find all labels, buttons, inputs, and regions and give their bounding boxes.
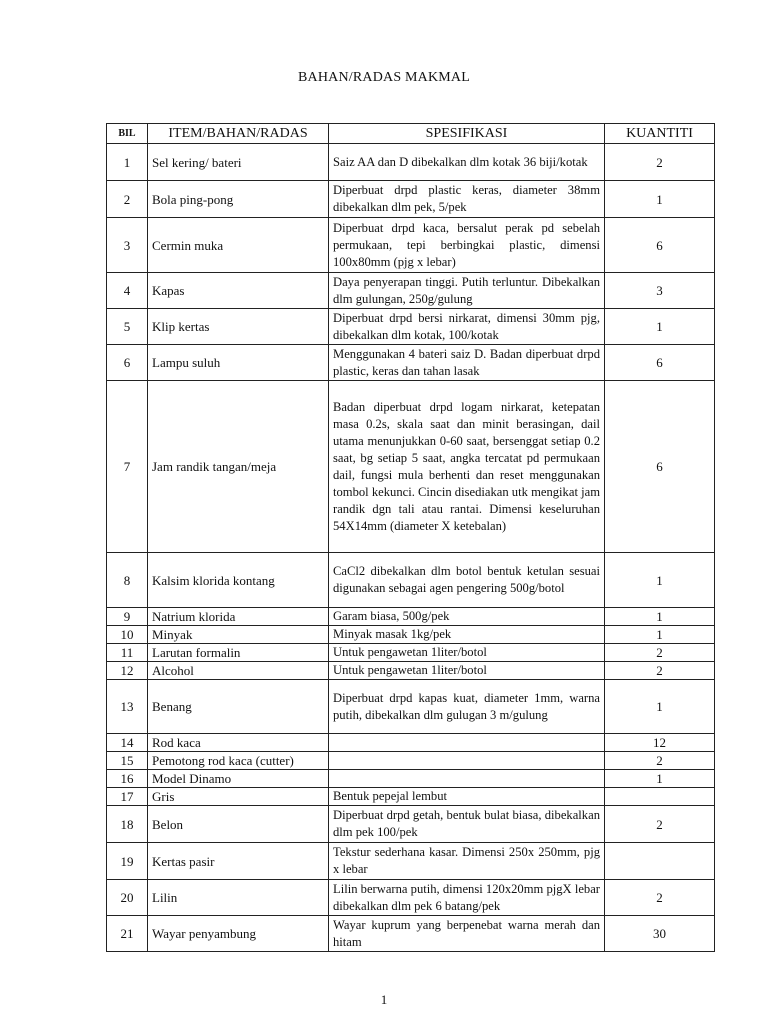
cell-bil: 10 [107, 626, 148, 644]
cell-bil: 21 [107, 916, 148, 952]
page-title: BAHAN/RADAS MAKMAL [297, 70, 470, 85]
cell-item: Alcohol [148, 662, 329, 680]
cell-item: Klip kertas [148, 309, 329, 345]
table-row [107, 345, 715, 381]
cell-bil: 7 [107, 381, 148, 553]
cell-item: Larutan formalin [148, 644, 329, 662]
cell-spec [329, 770, 605, 788]
cell-qty: 1 [605, 553, 715, 608]
cell-bil: 3 [107, 218, 148, 273]
cell-qty: 2 [605, 144, 715, 181]
cell-bil: 6 [107, 345, 148, 381]
cell-item: Wayar penyambung [148, 916, 329, 952]
cell-qty: 6 [605, 218, 715, 273]
table-row [107, 662, 715, 680]
table-row [107, 788, 715, 806]
cell-spec: Minyak masak 1kg/pek [329, 626, 605, 644]
cell-bil: 15 [107, 752, 148, 770]
table-row [107, 752, 715, 770]
cell-item: Kapas [148, 273, 329, 309]
cell-qty [605, 788, 715, 806]
cell-spec: Tekstur sederhana kasar. Dimensi 250x 250mm, pjg x lebar [329, 843, 605, 880]
cell-item: Natrium klorida [148, 608, 329, 626]
cell-spec: Bentuk pepejal lembut [329, 788, 605, 806]
header-item: ITEM/BAHAN/RADAS [148, 124, 329, 144]
cell-item: Minyak [148, 626, 329, 644]
cell-bil: 17 [107, 788, 148, 806]
cell-spec: CaCl2 dibekalkan dlm botol bentuk ketulan sesuai digunakan sebagai agen pengering 500g/botol [329, 553, 605, 608]
inventory-table [106, 123, 715, 952]
cell-qty: 6 [605, 345, 715, 381]
table-row [107, 218, 715, 273]
table-row [107, 806, 715, 843]
table-header-row [107, 124, 715, 144]
table-row [107, 273, 715, 309]
table-row [107, 381, 715, 553]
cell-bil: 19 [107, 843, 148, 880]
cell-bil: 8 [107, 553, 148, 608]
page-number: 1 [380, 992, 388, 1007]
cell-spec: Saiz AA dan D dibekalkan dlm kotak 36 biji/kotak [329, 144, 605, 181]
cell-qty [605, 843, 715, 880]
cell-bil: 12 [107, 662, 148, 680]
cell-bil: 4 [107, 273, 148, 309]
cell-item: Kertas pasir [148, 843, 329, 880]
cell-qty: 1 [605, 309, 715, 345]
cell-bil: 5 [107, 309, 148, 345]
cell-spec: Untuk pengawetan 1liter/botol [329, 662, 605, 680]
cell-spec: Daya penyerapan tinggi. Putih terluntur. Dibekalkan dlm gulungan, 250g/gulung [329, 273, 605, 309]
cell-qty: 1 [605, 181, 715, 218]
cell-spec: Diperbuat drpd kapas kuat, diameter 1mm, warna putih, dibekalkan dlm gulugan 3 m/gulung [329, 680, 605, 734]
cell-spec: Diperbuat drpd bersi nirkarat, dimensi 30mm pjg, dibekalkan dlm kotak, 100/kotak [329, 309, 605, 345]
cell-qty: 2 [605, 662, 715, 680]
cell-item: Kalsim klorida kontang [148, 553, 329, 608]
cell-item: Lilin [148, 880, 329, 916]
cell-spec: Untuk pengawetan 1liter/botol [329, 644, 605, 662]
header-qty: KUANTITI [605, 124, 715, 144]
cell-item: Belon [148, 806, 329, 843]
cell-item: Jam randik tangan/meja [148, 381, 329, 553]
table-row [107, 916, 715, 952]
table-row [107, 309, 715, 345]
cell-bil: 9 [107, 608, 148, 626]
cell-item: Bola ping-pong [148, 181, 329, 218]
cell-spec: Wayar kuprum yang berpenebat warna merah dan hitam [329, 916, 605, 952]
cell-item: Gris [148, 788, 329, 806]
cell-item: Cermin muka [148, 218, 329, 273]
cell-qty: 12 [605, 734, 715, 752]
cell-bil: 16 [107, 770, 148, 788]
cell-bil: 13 [107, 680, 148, 734]
cell-qty: 6 [605, 381, 715, 553]
cell-qty: 1 [605, 608, 715, 626]
table-row [107, 734, 715, 752]
cell-spec: Menggunakan 4 bateri saiz D. Badan diperbuat drpd plastic, keras dan tahan lasak [329, 345, 605, 381]
cell-bil: 11 [107, 644, 148, 662]
table-row [107, 553, 715, 608]
cell-item: Rod kaca [148, 734, 329, 752]
header-spec: SPESIFIKASI [329, 124, 605, 144]
cell-bil: 18 [107, 806, 148, 843]
cell-spec: Diperbuat drpd getah, bentuk bulat biasa, dibekalkan dlm pek 100/pek [329, 806, 605, 843]
table-row [107, 680, 715, 734]
cell-qty: 1 [605, 626, 715, 644]
cell-spec: Diperbuat drpd kaca, bersalut perak pd sebelah permukaan, tepi berbingkai plastic, dimensi 100x80mm (pjg x lebar) [329, 218, 605, 273]
cell-spec: Lilin berwarna putih, dimensi 120x20mm pjgX lebar dibekalkan dlm pek 6 batang/pek [329, 880, 605, 916]
cell-qty: 3 [605, 273, 715, 309]
table-row [107, 880, 715, 916]
cell-qty: 2 [605, 806, 715, 843]
cell-bil: 1 [107, 144, 148, 181]
cell-spec: Garam biasa, 500g/pek [329, 608, 605, 626]
cell-item: Sel kering/ bateri [148, 144, 329, 181]
table-row [107, 608, 715, 626]
cell-spec [329, 752, 605, 770]
cell-spec [329, 734, 605, 752]
table-row [107, 770, 715, 788]
cell-bil: 2 [107, 181, 148, 218]
cell-bil: 20 [107, 880, 148, 916]
cell-bil: 14 [107, 734, 148, 752]
cell-item: Pemotong rod kaca (cutter) [148, 752, 329, 770]
table-row [107, 644, 715, 662]
cell-qty: 2 [605, 644, 715, 662]
cell-qty: 2 [605, 752, 715, 770]
cell-item: Benang [148, 680, 329, 734]
table-row [107, 843, 715, 880]
table-row [107, 144, 715, 181]
table-row [107, 626, 715, 644]
cell-spec: Badan diperbuat drpd logam nirkarat, ketepatan masa 0.2s, skala saat dan minit berasingan, dail utama menunjukkan 0-60 saat, bersenggat setiap 0.2 saat, bg setiap 5 saat, angka tercatat pd permukaan dail, fungsi mula berhenti dan reset menggunakan tombol kekunci. Cincin disediakan utk mengikat jam randik dgn tali atau rantai. Dimensi keseluruhan 54X14mm (diameter X ketebalan) [329, 381, 605, 553]
cell-qty: 30 [605, 916, 715, 952]
table-row [107, 181, 715, 218]
cell-qty: 1 [605, 770, 715, 788]
cell-item: Model Dinamo [148, 770, 329, 788]
cell-item: Lampu suluh [148, 345, 329, 381]
cell-qty: 2 [605, 880, 715, 916]
cell-qty: 1 [605, 680, 715, 734]
cell-spec: Diperbuat drpd plastic keras, diameter 38mm dibekalkan dlm pek, 5/pek [329, 181, 605, 218]
header-bil: BIL [107, 124, 148, 144]
